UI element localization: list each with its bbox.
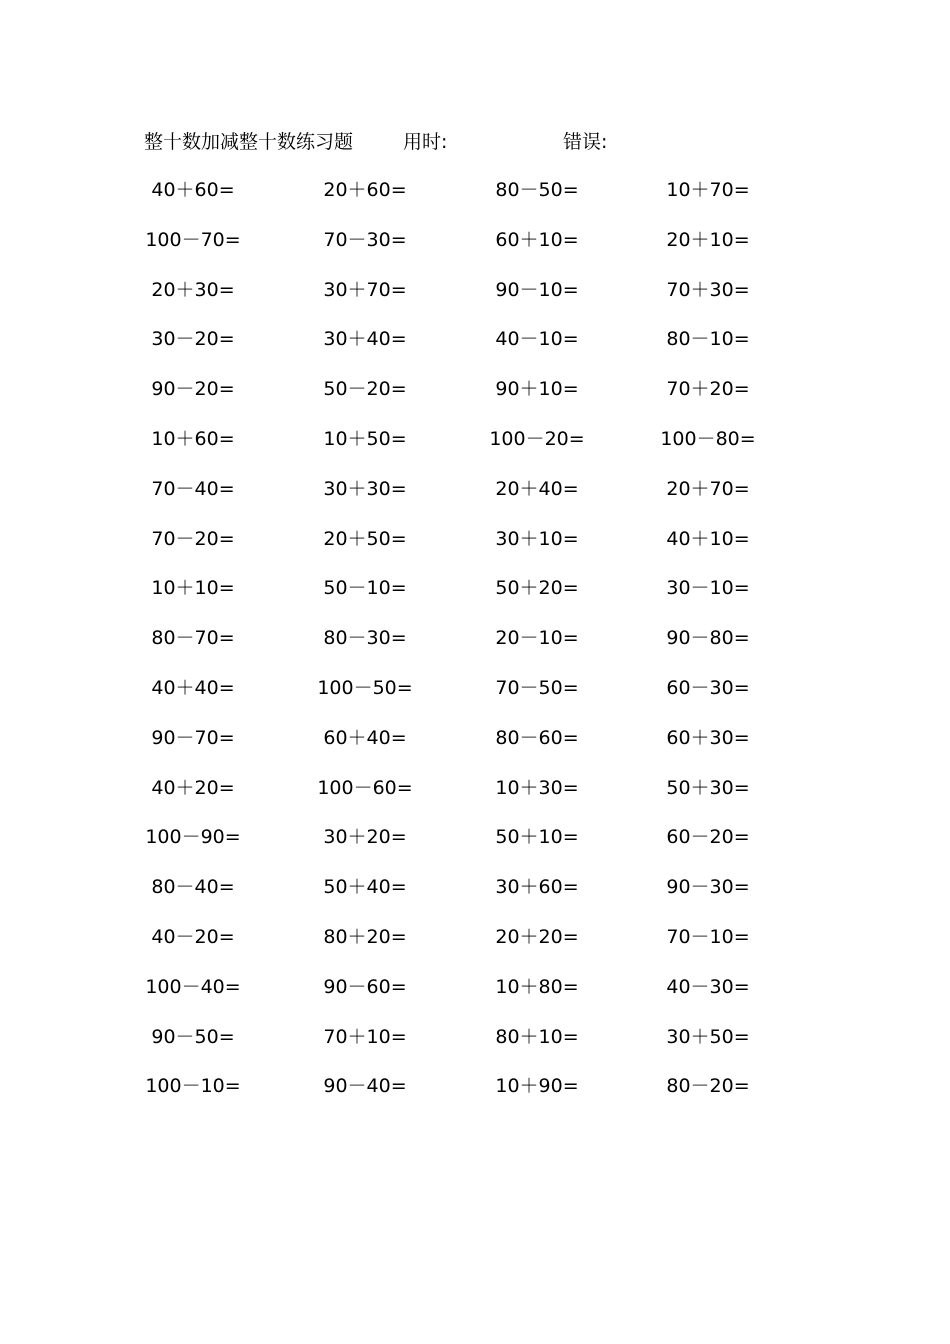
math-problem: 70＋20= (666, 378, 750, 401)
math-problem: 80＋10= (495, 1025, 579, 1048)
math-problem: 80－40= (151, 876, 235, 899)
math-problem: 100－20= (489, 428, 585, 450)
math-problem: 100－80= (660, 428, 756, 450)
math-problem: 80＋20= (323, 926, 407, 948)
math-problem: 90＋10= (495, 378, 579, 401)
math-problem: 90－20= (151, 378, 235, 401)
math-problem: 60＋30= (666, 726, 750, 749)
math-problem: 80－20= (666, 1075, 750, 1098)
math-problem: 10＋10= (151, 577, 235, 600)
math-problem: 30＋10= (495, 527, 579, 550)
math-problem: 10＋60= (151, 428, 235, 450)
math-problem: 20＋50= (323, 527, 407, 550)
math-problem: 20＋60= (323, 179, 407, 201)
math-problem: 10＋70= (666, 179, 750, 201)
math-problem: 90－50= (151, 1025, 235, 1048)
math-problem: 100－60= (317, 776, 413, 799)
math-problem: 80－10= (666, 328, 750, 351)
math-problem: 40－30= (666, 975, 750, 998)
math-problem: 30＋70= (323, 278, 407, 301)
math-problem: 40＋20= (151, 776, 235, 799)
math-problem: 70－40= (151, 477, 235, 500)
math-problem: 70－30= (323, 228, 407, 251)
math-problem: 90－10= (495, 278, 579, 301)
math-problem: 40＋40= (151, 677, 235, 699)
math-problem: 30－20= (151, 328, 235, 351)
math-problem: 30＋50= (666, 1025, 750, 1048)
math-problem: 10＋80= (495, 975, 579, 998)
math-problem: 70－20= (151, 527, 235, 550)
math-problem: 100－70= (145, 228, 241, 251)
math-problem: 30＋60= (495, 876, 579, 899)
math-problem: 60－20= (666, 826, 750, 849)
errors-label: 错误: (563, 131, 608, 153)
math-problem: 50＋20= (495, 577, 579, 600)
math-problem: 10＋50= (323, 428, 407, 450)
math-problem: 80－70= (151, 627, 235, 650)
math-problem: 40＋10= (666, 527, 750, 550)
math-problem: 90－30= (666, 876, 750, 899)
math-problem: 30＋40= (323, 328, 407, 351)
math-problem: 20＋20= (495, 926, 579, 948)
math-problem: 80－50= (495, 179, 579, 201)
time-label: 用时: (403, 131, 448, 153)
math-problem: 50＋40= (323, 876, 407, 899)
math-problem: 30－10= (666, 577, 750, 600)
math-problem: 90－70= (151, 726, 235, 749)
worksheet-title: 整十数加减整十数练习题 (144, 131, 354, 153)
math-problem: 10＋90= (495, 1075, 579, 1098)
math-problem: 90－80= (666, 627, 750, 650)
math-problem: 60＋10= (495, 228, 579, 251)
math-problem: 20－10= (495, 627, 579, 650)
math-problem: 50－10= (323, 577, 407, 600)
math-problem: 70＋10= (323, 1025, 407, 1048)
math-problem: 50＋30= (666, 776, 750, 799)
math-problem: 70－50= (495, 677, 579, 699)
math-problem: 10＋30= (495, 776, 579, 799)
math-problem: 20＋70= (666, 477, 750, 500)
math-problem: 40－20= (151, 926, 235, 948)
math-problem: 100－40= (145, 975, 241, 998)
math-problem: 80－60= (495, 726, 579, 749)
math-problem: 100－50= (317, 677, 413, 699)
math-problem: 30＋20= (323, 826, 407, 849)
math-problem: 100－90= (145, 826, 241, 849)
math-problem: 20＋30= (151, 278, 235, 301)
math-problem: 30＋30= (323, 477, 407, 500)
math-problem: 20＋40= (495, 477, 579, 500)
math-problem: 100－10= (145, 1075, 241, 1098)
math-problem: 90－60= (323, 975, 407, 998)
math-problem: 60＋40= (323, 726, 407, 749)
math-problem: 90－40= (323, 1075, 407, 1098)
math-problem: 40＋60= (151, 179, 235, 201)
math-problem: 70－10= (666, 926, 750, 948)
math-problem: 50＋10= (495, 826, 579, 849)
math-problem: 60－30= (666, 677, 750, 699)
math-problem: 50－20= (323, 378, 407, 401)
math-problem: 80－30= (323, 627, 407, 650)
math-problem: 40－10= (495, 328, 579, 351)
math-problem: 20＋10= (666, 228, 750, 251)
math-problem: 70＋30= (666, 278, 750, 301)
